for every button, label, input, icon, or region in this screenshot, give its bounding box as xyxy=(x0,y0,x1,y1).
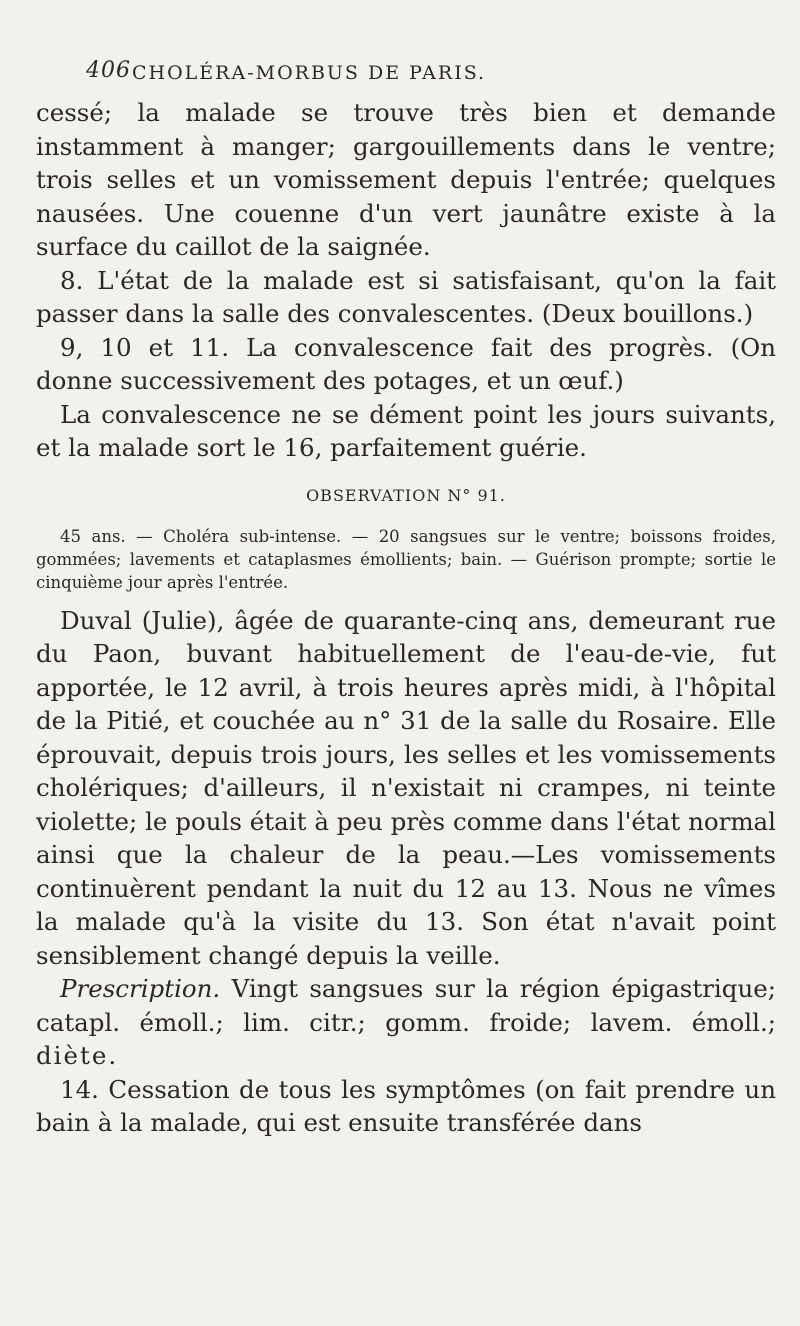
observation-summary: 45 ans. — Choléra sub-intense. — 20 sangsues sur le ventre; boissons froides, gommées; lavements et cataplasmes émollients; bain. — Guérison prompte; sortie le cinquième jour après l'entrée. xyxy=(36,526,776,592)
prescription-paragraph xyxy=(36,972,776,1073)
paragraph-day-14: 14. Cessation de tous les symptômes (on fait prendre un bain à la malade, qui est ensuite transférée dans xyxy=(36,1074,776,1137)
prescription-label: Prescription. xyxy=(60,974,221,1003)
body-text xyxy=(36,96,776,1140)
running-title: CHOLÉRA-MORBUS DE PARIS. xyxy=(132,62,487,84)
paragraph-continuation: cessé; la malade se trouve très bien et demande instamment à manger; gargouillements dans le ventre; trois selles et un vomissement depuis l'entrée; quelques nausées. Une couenne d'un vert jaunâtre existe à la surface du caillot de la saignée. xyxy=(36,98,776,261)
prescription-text: Vingt sangsues sur la région épigastrique; catapl. émoll.; lim. citr.; gomm. froide; lavem. émoll.; xyxy=(36,974,776,1037)
page-number: 406 xyxy=(86,58,131,83)
prescription-diet: diète. xyxy=(36,1041,119,1070)
paragraph-discharge: La convalescence ne se dément point les jours suivants, et la malade sort le 16, parfaitement guérie. xyxy=(36,399,776,462)
observation-title: OBSERVATION N° 91. xyxy=(306,485,506,505)
paragraph-day-8: 8. L'état de la malade est si satisfaisant, qu'on la fait passer dans la salle des convalescentes. (Deux bouillons.) xyxy=(36,265,776,328)
running-head xyxy=(86,58,786,98)
paragraph-days-9-11: 9, 10 et 11. La convalescence fait des progrès. (On donne successivement des potages, et un œuf.) xyxy=(36,332,776,395)
case-description: Duval (Julie), âgée de quarante-cinq ans, demeurant rue du Paon, buvant habituellement de l'eau-de-vie, fut apportée, le 12 avril, à trois heures après midi, à l'hôpital de la Pitié, et couchée au n° 31 de la salle du Rosaire. Elle éprouvait, depuis trois jours, les selles et les vomissements cholériques; d'ailleurs, il n'existait ni crampes, ni teinte violette; le pouls était à peu près comme dans l'état normal ainsi que la chaleur de la peau.—Les vomissements continuèrent pendant la nuit du 12 au 13. Nous ne vîmes la malade qu'à la visite du 13. Son état n'avait point sensiblement changé depuis la veille. xyxy=(36,605,776,970)
